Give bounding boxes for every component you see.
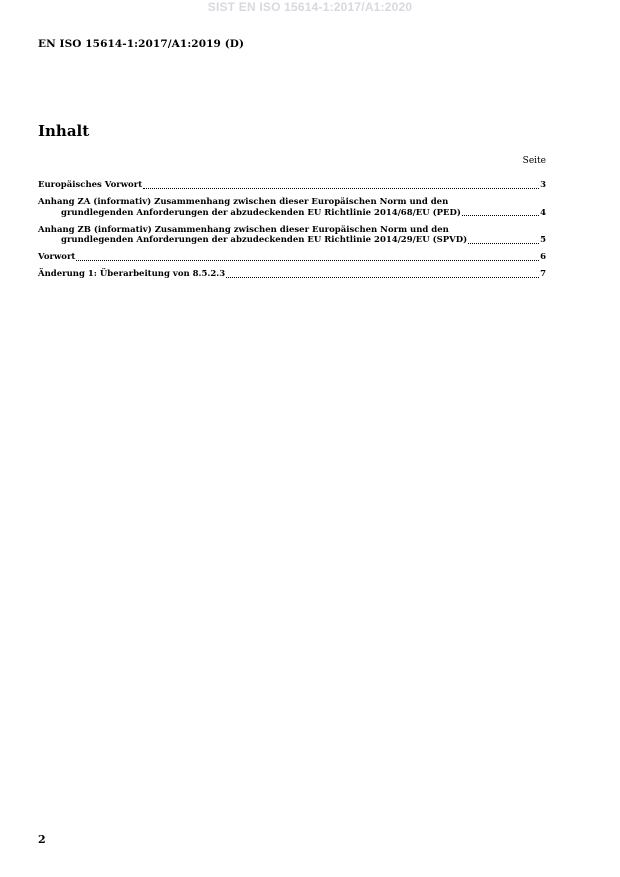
toc-entry-europaeisches-vorwort[interactable] — [38, 180, 546, 191]
toc-entry-anhang-zb[interactable] — [38, 225, 546, 246]
toc-entry-title-continued: grundlegenden Anforderungen der abzudeckenden EU Richtlinie 2014/29/EU (SPVD) — [61, 235, 468, 245]
toc-entry-anhang-za[interactable] — [38, 197, 546, 218]
toc-leader-dots — [468, 243, 539, 244]
toc-entry-vorwort[interactable] — [38, 252, 546, 263]
toc-entry-page: 6 — [540, 252, 546, 262]
toc-entry-title: Anhang ZB (informativ) Zusammenhang zwischen dieser Europäischen Norm und den — [38, 224, 449, 235]
toc-leader-dots — [76, 260, 539, 261]
toc-entry-page: 7 — [540, 269, 546, 279]
toc-leader-dots — [143, 188, 539, 189]
toc-leader-dots — [226, 277, 539, 278]
table-of-contents — [38, 180, 546, 286]
toc-title: Inhalt — [38, 122, 90, 140]
toc-entry-aenderung-1[interactable] — [38, 269, 546, 280]
toc-entry-title: Europäisches Vorwort — [38, 180, 143, 190]
toc-entry-page: 5 — [540, 235, 546, 245]
watermark: SIST EN ISO 15614-1:2017/A1:2020 — [207, 0, 413, 14]
toc-leader-dots — [462, 215, 539, 216]
toc-entry-page: 4 — [540, 207, 546, 218]
document-id: EN ISO 15614-1:2017/A1:2019 (D) — [38, 38, 245, 50]
toc-entry-title: Vorwort — [38, 252, 76, 262]
toc-entry-title: Anhang ZA (informativ) Zusammenhang zwischen dieser Europäischen Norm und den — [38, 197, 449, 207]
toc-entry-title: Änderung 1: Überarbeitung von 8.5.2.3 — [38, 269, 226, 279]
toc-entry-page: 3 — [540, 180, 546, 190]
toc-entry-title-continued: grundlegenden Anforderungen der abzudeckenden EU Richtlinie 2014/68/EU (PED) — [61, 207, 461, 218]
page-number: 2 — [38, 833, 46, 846]
toc-page-label: Seite — [522, 156, 546, 166]
